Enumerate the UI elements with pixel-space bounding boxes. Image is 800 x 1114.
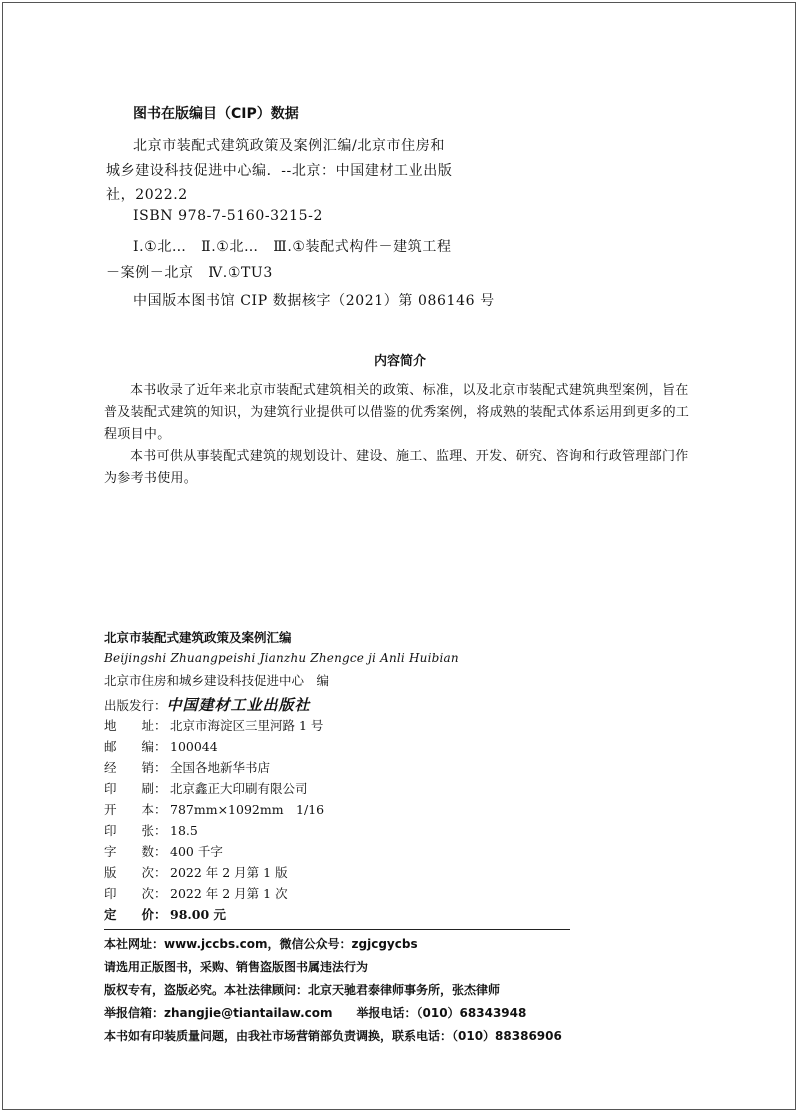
publisher-label: 出版发行： xyxy=(104,698,167,713)
info-value: 全国各地新华书店 xyxy=(170,760,271,775)
info-label: 版 次： xyxy=(104,865,167,880)
info-value: 100044 xyxy=(170,739,218,754)
info-row-sheets xyxy=(104,821,198,839)
footer-report: 举报信箱：zhangjie@tiantailaw.com 举报电话：（010）68343948 xyxy=(104,1006,527,1020)
info-label: 定 价： xyxy=(104,907,167,922)
summary-title: 内容简介 xyxy=(373,354,426,369)
info-row-format xyxy=(104,800,324,818)
info-value: 2022 年 2 月第 1 版 xyxy=(170,865,288,880)
info-row-edition xyxy=(104,863,288,881)
footer-anti-piracy: 请选用正版图书，采购、销售盗版图书属违法行为 xyxy=(104,960,369,974)
info-label: 经 销： xyxy=(104,760,167,775)
cip-classification-2: －案例－北京 Ⅳ.①TU3 xyxy=(106,265,273,281)
info-value: 18.5 xyxy=(170,823,198,838)
info-value: 2022 年 2 月第 1 次 xyxy=(170,886,288,901)
info-value: 北京鑫正大印刷有限公司 xyxy=(170,781,308,796)
info-value: 98.00 元 xyxy=(170,907,226,922)
footer-legal-counsel: 本社法律顾问：北京天驰君泰律师事务所，张杰律师 xyxy=(224,983,501,997)
footer-copyright: 版权专有，盗版必究。 xyxy=(104,983,225,997)
info-row-wordcount xyxy=(104,842,223,860)
info-label: 印 次： xyxy=(104,886,167,901)
info-row-printing xyxy=(104,884,288,902)
summary-paragraph-2: 本书可供从事装配式建筑的规划设计、建设、施工、监理、开发、研究、咨询和行政管理部门作为参考书使用。 xyxy=(104,449,689,486)
cip-isbn: ISBN 978-7-5160-3215-2 xyxy=(133,208,324,224)
book-title: 北京市装配式建筑政策及案例汇编 xyxy=(104,630,292,645)
summary-paragraph-1: 本书收录了近年来北京市装配式建筑相关的政策、标准，以及北京市装配式建筑典型案例，旨在普及装配式建筑的知识，为建筑行业提供可以借鉴的优秀案例，将成熟的装配式体系运用到更多的工程项目中。 xyxy=(104,383,690,442)
cip-number: 中国版本图书馆 CIP 数据核字（2021）第 086146 号 xyxy=(133,293,495,309)
info-row-distributor xyxy=(104,758,270,776)
footer-quality: 本书如有印装质量问题，由我社市场营销部负责调换，联系电话：（010）88386906 xyxy=(104,1029,562,1043)
cip-title: 图书在版编目（CIP）数据 xyxy=(133,106,299,122)
info-row-address xyxy=(104,716,323,734)
info-value: 787mm×1092mm 1/16 xyxy=(170,802,325,817)
info-row-printer xyxy=(104,779,308,797)
info-label: 邮 编： xyxy=(104,739,167,754)
info-value: 400 千字 xyxy=(170,844,223,859)
info-label: 地 址： xyxy=(104,718,167,733)
cip-line-1: 北京市装配式建筑政策及案例汇编/北京市住房和 xyxy=(133,138,445,154)
info-label: 印 张： xyxy=(104,823,167,838)
info-row-postcode xyxy=(104,737,218,755)
info-row-price xyxy=(104,905,226,923)
cip-classification-1: Ⅰ.①北… Ⅱ.①北… Ⅲ.①装配式构件－建筑工程 xyxy=(133,239,452,255)
info-label: 印 刷： xyxy=(104,781,167,796)
info-label: 字 数： xyxy=(104,844,167,859)
book-author: 北京市住房和城乡建设科技促进中心 编 xyxy=(104,673,330,688)
info-value: 北京市海淀区三里河路 1 号 xyxy=(170,718,324,733)
info-label: 开 本： xyxy=(104,802,167,817)
footer-website: 本社网址：www.jccbs.com，微信公众号：zgjcgycbs xyxy=(104,937,418,951)
divider xyxy=(104,929,570,930)
publisher-logo: 中国建材工业出版社 xyxy=(166,696,311,714)
book-pinyin-title: Beijingshi Zhuangpeishi Jianzhu Zhengce ji Anli Huibian xyxy=(104,651,459,665)
footer-legal xyxy=(104,981,500,998)
cip-line-3: 社，2022.2 xyxy=(106,187,188,203)
cip-line-2: 城乡建设科技促进中心编．--北京：中国建材工业出版 xyxy=(106,163,453,179)
publisher-row xyxy=(104,694,311,715)
